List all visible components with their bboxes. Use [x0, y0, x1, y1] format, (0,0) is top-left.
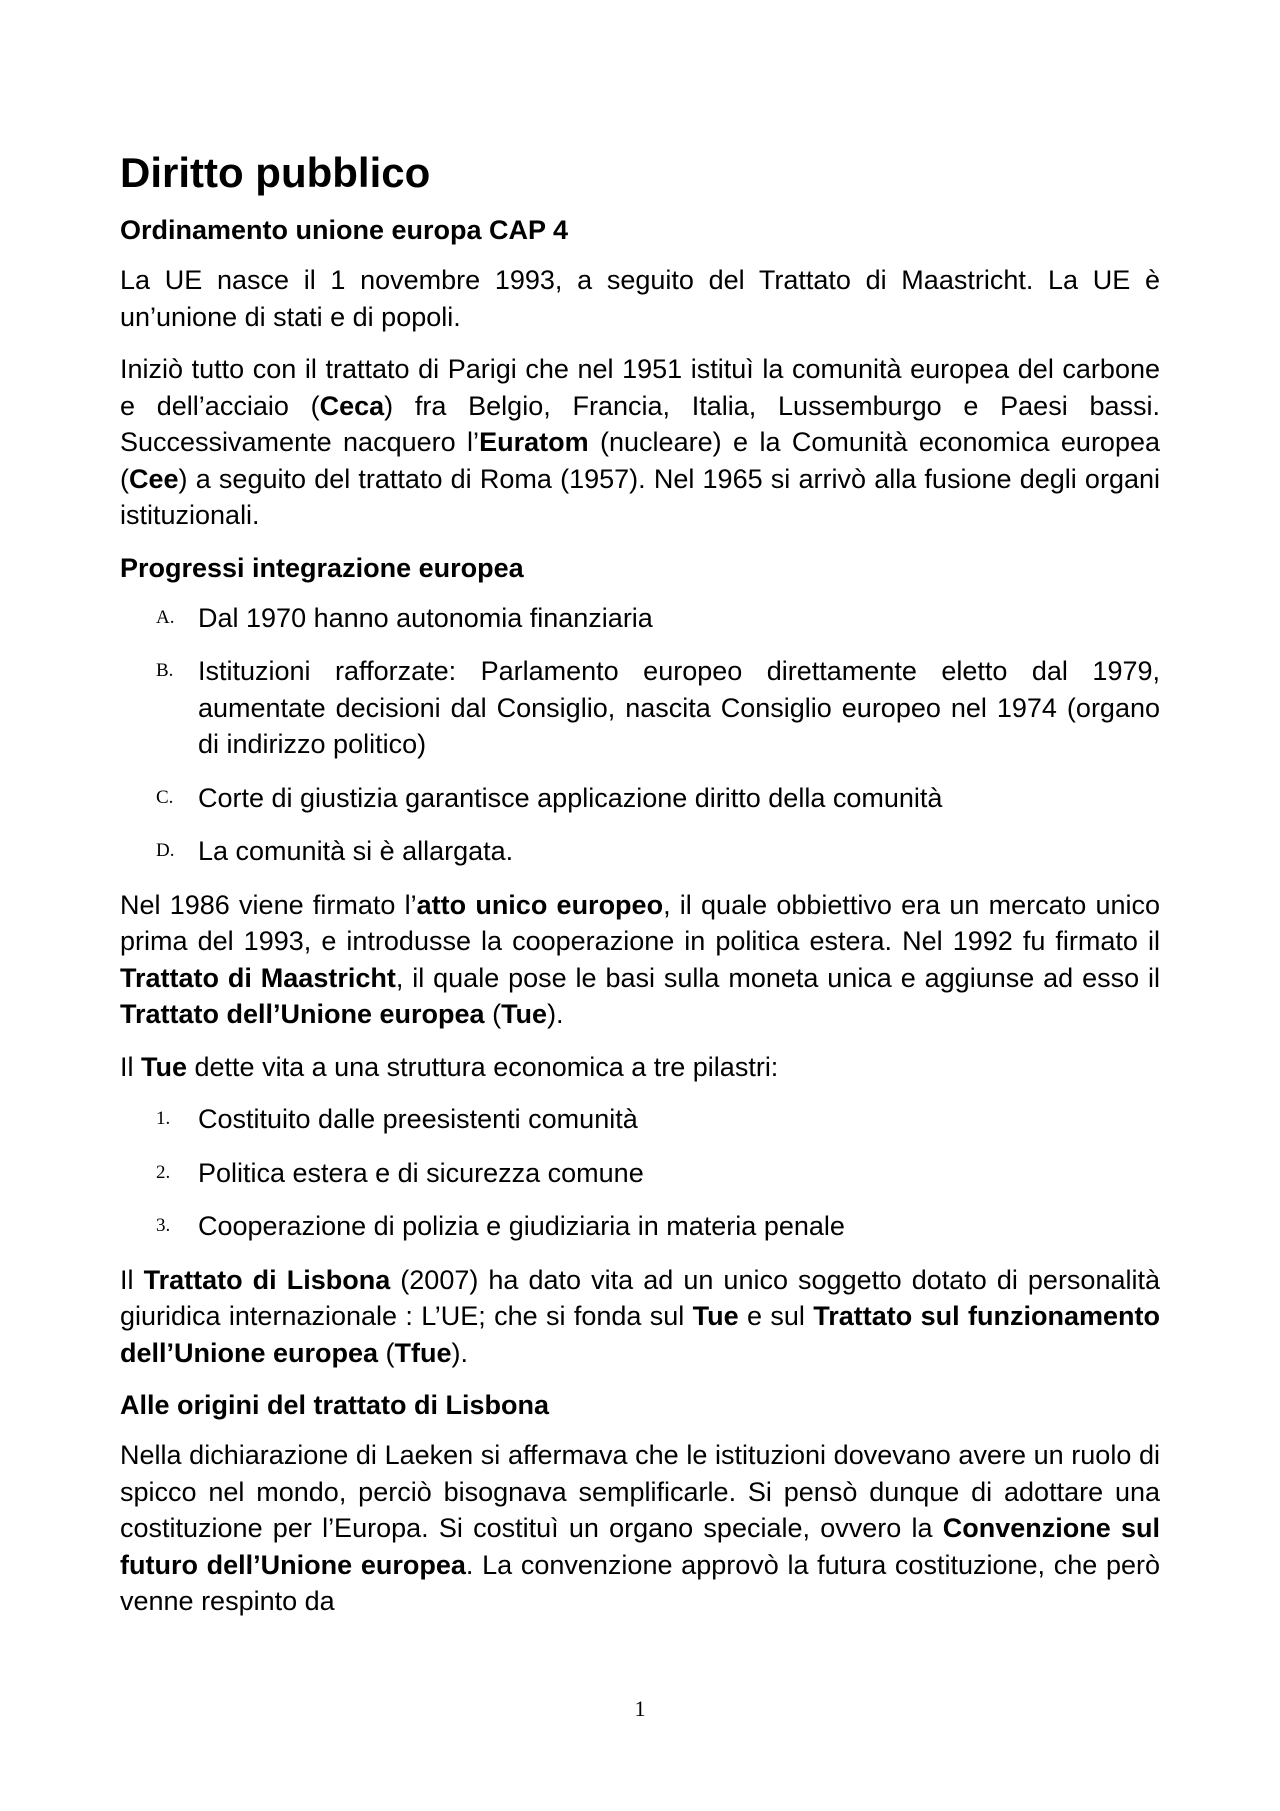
list-item: D. La comunità si è allargata. [120, 833, 1160, 870]
paragraph-atto-unico: Nel 1986 viene firmato l’atto unico europeo, il quale obbiettivo era un mercato unico prima del 1993, e introdusse la cooperazione in politica estera. Nel 1992 fu firmato il Trattato di Maastricht, il quale pose le basi sulla moneta unica e aggiunse ad esso il Trattato dell’Unione europea (Tue). [120, 889, 1160, 1029]
numbered-list [120, 1101, 1160, 1245]
list-item: C. Corte di giustizia garantisce applicazione diritto della comunità [120, 780, 1160, 817]
document-title: Diritto pubblico [120, 149, 431, 196]
paragraph-ue-origin: La UE nasce il 1 novembre 1993, a seguito del Trattato di Maastricht. La UE è un’unione di stati e di popoli. [120, 265, 1160, 332]
section-heading-ordinamento: Ordinamento unione europa CAP 4 [120, 215, 569, 245]
list-marker: 2. [156, 1161, 171, 1183]
paragraph-lisbona: Il Trattato di Lisbona (2007) ha dato vita ad un unico soggetto dotato di personalità giuridica internazionale : L’UE; che si fonda sul Tue e sul Trattato sul funzionamento dell’Unione europea (Tfue). [120, 1264, 1160, 1368]
list-item: 3. Cooperazione di polizia e giudiziaria in materia penale [120, 1208, 1160, 1245]
alpha-list [120, 600, 1160, 870]
list-item: 1. Costituito dalle preesistenti comunità [120, 1101, 1160, 1138]
list-marker: C. [156, 786, 174, 808]
paragraph-laeken: Nella dichiarazione di Laeken si affermava che le istituzioni dovevano avere un ruolo di spicco nel mondo, perciò bisognava semplificarle. Si pensò dunque di adottare una costituzione per l’Europa. Si costituì un organo speciale, ovvero la Convenzione sul futuro dell’Unione europea. La convenzione approvò la futura costituzione, che però venne respinto da [120, 1440, 1160, 1616]
section-heading-origini: Alle origini del trattato di Lisbona [120, 1390, 550, 1420]
list-item: B. Istituzioni rafforzate: Parlamento europeo direttamente eletto dal 1979, aumentate decisioni dal Consiglio, nascita Consiglio europeo nel 1974 (organo di indirizzo politico) [120, 653, 1160, 763]
paragraph-tue: Il Tue dette vita a una struttura economica a tre pilastri: [120, 1051, 779, 1082]
list-item: 2. Politica estera e di sicurezza comune [120, 1155, 1160, 1192]
list-marker: B. [156, 660, 174, 681]
list-marker: D. [156, 840, 175, 861]
section-heading-progressi: Progressi integrazione europea [120, 552, 524, 583]
page-number: 1 [634, 1696, 646, 1721]
paragraph-parigi: Iniziò tutto con il trattato di Parigi che nel 1951 istituì la comunità europea del carbone e dell’acciaio (Ceca) fra Belgio, Francia, Italia, Lussemburgo e Paesi bassi. Successivamente nacquero l’Euratom (nucleare) e la Comunità economica europea (Cee) a seguito del trattato di Roma (1957). Nel 1965 si arrivò alla fusione degli organi istituzionali. [120, 354, 1160, 530]
list-item: A. Dal 1970 hanno autonomia finanziaria [120, 600, 1160, 637]
list-marker: 1. [156, 1108, 171, 1129]
document-page [120, 148, 1160, 1636]
list-marker: A. [156, 606, 175, 628]
list-marker: 3. [156, 1215, 171, 1236]
